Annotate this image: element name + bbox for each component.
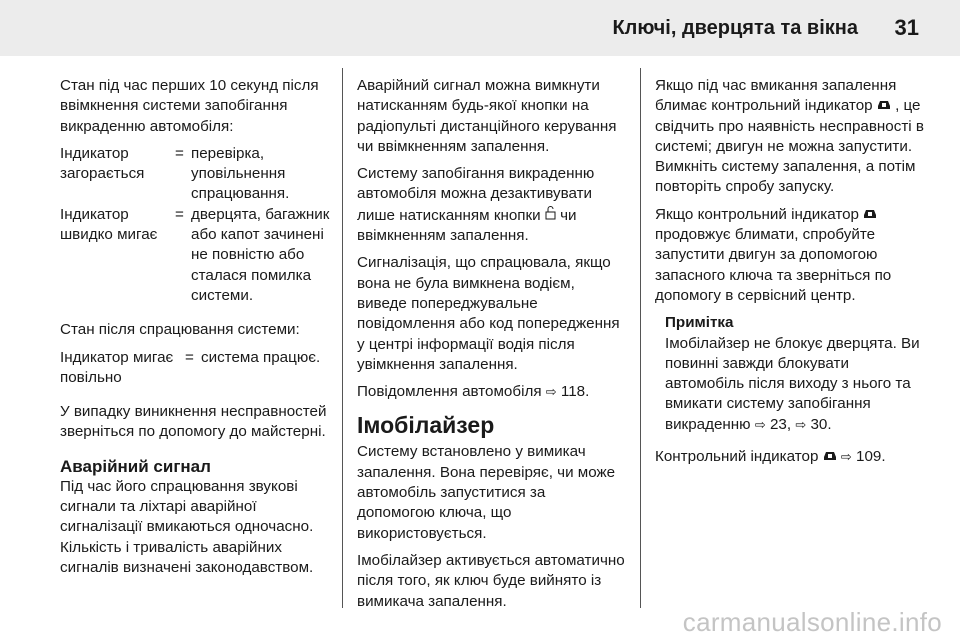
indicator-row xyxy=(60,205,330,306)
section-heading: Аварійний сигнал xyxy=(60,456,211,476)
paragraph: У випадку виникнення несправностей зверніться по допомогу до майстерні. xyxy=(60,403,327,441)
page-ref[interactable]: 30. xyxy=(810,415,832,433)
unlock-icon xyxy=(545,205,556,226)
page-ref-arrow-icon: ⇨ xyxy=(840,449,852,465)
paragraph-text: Повідомлення автомобіля xyxy=(357,383,542,401)
indicator-row xyxy=(60,348,330,389)
indicator-state: Індикатор мигає повільно xyxy=(60,348,174,386)
paragraph: Під час його спрацювання звукові сигнали та ліхтарі аварійної сигналізації вмикаються одночасно. Кількість і тривалість аварійних сигналів визначені законодавством. xyxy=(60,477,314,576)
equals-sign: = xyxy=(175,144,184,162)
column-middle xyxy=(357,76,627,619)
paragraph: Аварійний сигнал можна вимкнути натисканням будь-якої кнопки на радіопульті дистанційного керування чи ввімкненням запалення. xyxy=(357,77,617,155)
page-title: Ключі, дверцята та вікна xyxy=(612,17,858,39)
indicator-meaning: перевірка, уповільнення спрацювання. xyxy=(191,144,290,203)
indicator-state: Індикатор швидко мигає xyxy=(60,205,158,244)
paragraph-text: Систему запобігання викраденню автомобіля можна дезактивувати лише натисканням кнопки xyxy=(357,165,595,224)
paragraph: Стан під час перших 10 секунд після ввімкнення системи запобігання викраденню автомобіля: xyxy=(60,77,319,135)
watermark: carmanualsonline.info xyxy=(682,607,942,637)
equals-sign: = xyxy=(185,348,194,366)
indicator-meaning: дверцята, багажник або капот зачинені не повністю або сталася помилка системи. xyxy=(191,205,330,304)
note-title: Примітка xyxy=(665,314,734,332)
paragraph-text: Якщо контрольний індикатор xyxy=(655,205,859,223)
paragraph: Сигналізація, що спрацювала, якщо вона не була вимкнена водієм, виведе попереджувальне повідомлення або код попередження у центрі інформації водія після увімкнення запалення. xyxy=(357,254,620,373)
paragraph: Систему встановлено у вимикач запалення. Вона перевіряє, чи може автомобіль запуститися за допомогою ключа, що використовується. xyxy=(357,443,616,542)
paragraph: Стан після спрацювання системи: xyxy=(60,321,300,339)
page-ref[interactable]: 118. xyxy=(560,383,590,401)
note-text-block xyxy=(665,334,931,435)
paragraph: Імобілайзер активується автоматично після того, як ключ буде вийнято із вимикача запалення. xyxy=(357,551,625,610)
indicator-meaning: система працює. xyxy=(201,348,321,366)
paragraph xyxy=(357,382,627,402)
column-divider xyxy=(342,68,343,608)
indicator-state: Індикатор загорається xyxy=(60,144,145,183)
section-heading: Імобілайзер xyxy=(357,412,495,439)
paragraph xyxy=(655,76,931,198)
note-text: Імобілайзер не блокує дверцята. Ви повинні завжди блокувати автомобіль після виходу з нього та вмикати систему запобігання викраденню xyxy=(665,334,920,433)
note-box xyxy=(665,313,931,435)
column-left xyxy=(60,76,330,585)
page-ref[interactable]: 109. xyxy=(856,448,886,466)
paragraph-text: продовжує блимати, спробуйте запустити двигун за допомогою запасного ключа та зверніться по допомогу в сервісний центр. xyxy=(655,226,892,304)
paragraph-text: чи ввімкненням запалення. xyxy=(357,206,577,245)
column-right xyxy=(655,76,931,474)
paragraph-text: Контрольний індикатор xyxy=(655,448,819,466)
page-ref-arrow-icon: ⇨ xyxy=(545,384,557,400)
immobilizer-indicator-icon xyxy=(823,447,837,467)
page-ref[interactable]: 23, xyxy=(769,415,792,433)
paragraph xyxy=(655,205,931,306)
page-number: 31 xyxy=(894,15,919,40)
page-ref-arrow-icon: ⇨ xyxy=(754,416,766,432)
paragraph xyxy=(655,447,931,467)
column-divider xyxy=(640,68,641,608)
page-ref-arrow-icon: ⇨ xyxy=(795,416,807,432)
page-header xyxy=(0,0,960,56)
paragraph-text: Якщо під час вмикання запалення блимає контрольний індикатор xyxy=(655,77,897,115)
immobilizer-indicator-icon xyxy=(863,205,877,225)
indicator-row xyxy=(60,144,330,205)
equals-sign: = xyxy=(175,205,184,223)
paragraph-text: , це свідчить про наявність несправності в системі; двигун не можна запустити. Вимкніть систему запалення, а потім повторіть спробу запуску. xyxy=(655,97,924,196)
immobilizer-indicator-icon xyxy=(877,96,891,116)
paragraph xyxy=(357,164,627,246)
